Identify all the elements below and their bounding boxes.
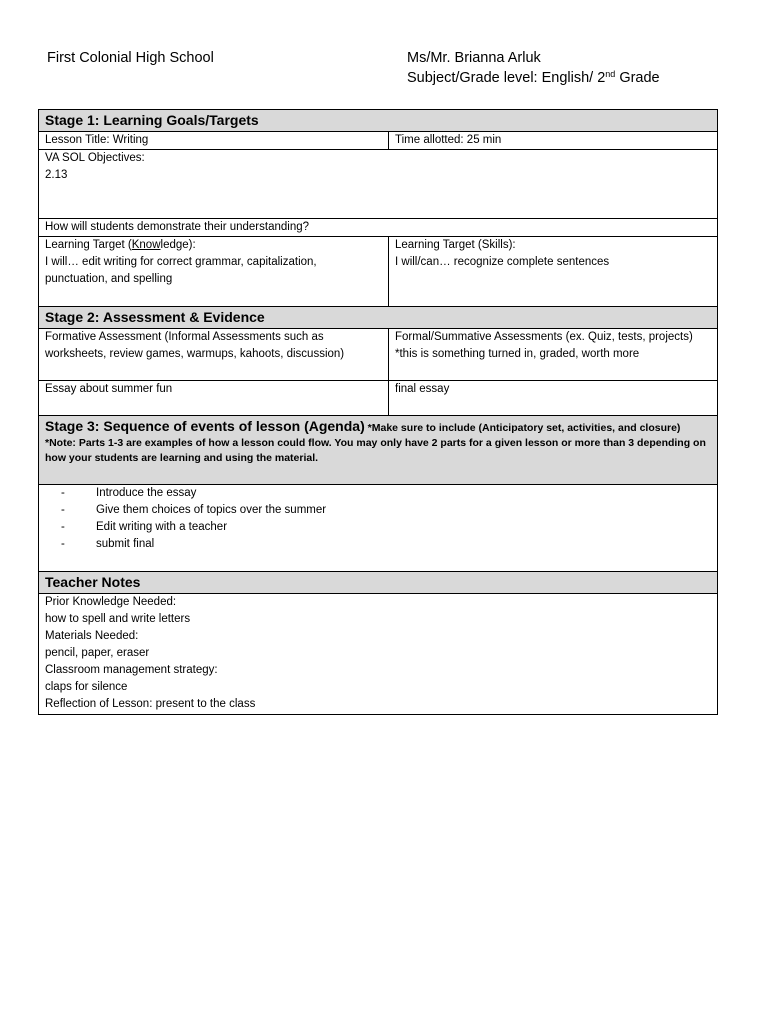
notes-line: pencil, paper, eraser <box>45 647 150 659</box>
formative-value: Essay about summer fun <box>39 381 389 416</box>
summative-label: Formal/Summative Assessments (ex. Quiz, tests, projects) *this is something turned in, graded, worth more <box>389 329 718 381</box>
teacher-notes-row <box>39 594 718 715</box>
skills-label: Learning Target (Skills): <box>395 239 516 251</box>
subject-grade: Subject/Grade level: English/ 2nd Grade <box>407 69 660 86</box>
knowledge-target <box>39 237 389 307</box>
stage2-title: Stage 2: Assessment & Evidence <box>45 309 265 325</box>
stage3-header-row <box>39 416 718 485</box>
stage3-title: Stage 3: Sequence of events of lesson (Agenda) <box>45 418 365 434</box>
assessment-labels-row <box>39 329 718 381</box>
teacher-notes-header-row <box>39 572 718 594</box>
lesson-plan-table <box>38 109 718 715</box>
sol-objectives <box>39 150 718 219</box>
summative-value: final essay <box>389 381 718 416</box>
notes-line: Materials Needed: <box>45 630 139 642</box>
time-allotted: Time allotted: 25 min <box>389 132 718 150</box>
lesson-title: Lesson Title: Writing <box>39 132 389 150</box>
notes-line: claps for silence <box>45 681 128 693</box>
demonstrate-question: How will students demonstrate their understanding? <box>39 219 718 237</box>
agenda-cell <box>39 485 718 572</box>
sol-row <box>39 150 718 219</box>
notes-line: Reflection of Lesson: present to the class <box>45 698 256 710</box>
agenda-row <box>39 485 718 572</box>
teacher-notes-cell <box>39 594 718 715</box>
agenda-list <box>45 485 711 553</box>
assessment-values-row <box>39 381 718 416</box>
notes-line: how to spell and write letters <box>45 613 191 625</box>
school-name: First Colonial High School <box>47 50 214 66</box>
stage3-note: *Note: Parts 1-3 are examples of how a lesson could flow. You may only have 2 parts for a given lesson or more than 3 depending on how your students are learning and using the material. <box>45 437 706 464</box>
demonstrate-row <box>39 219 718 237</box>
agenda-item: - Edit writing with a teacher <box>61 519 711 536</box>
skills-value: I will/can… recognize complete sentences <box>395 256 610 268</box>
knowledge-value: I will… edit writing for correct grammar, capitalization, punctuation, and spelling <box>45 256 317 285</box>
teacher-name: Ms/Mr. Brianna Arluk <box>407 50 541 66</box>
agenda-item: - Give them choices of topics over the summer <box>61 502 711 519</box>
teacher-info <box>407 48 660 88</box>
sol-label: VA SOL Objectives: <box>45 152 145 164</box>
knowledge-label: Learning Target (Knowledge): <box>45 239 196 251</box>
learning-targets-row <box>39 237 718 307</box>
lesson-title-row <box>39 132 718 150</box>
stage3-title-note: *Make sure to include (Anticipatory set, activities, and closure) <box>364 422 681 434</box>
formative-label: Formative Assessment (Informal Assessments such as worksheets, review games, warmups, kahoots, discussion) <box>39 329 389 381</box>
stage2-header-row <box>39 307 718 329</box>
agenda-item: - submit final <box>61 536 711 553</box>
agenda-item: - Introduce the essay <box>61 485 711 502</box>
notes-line: Prior Knowledge Needed: <box>45 596 177 608</box>
skills-target <box>389 237 718 307</box>
stage1-title: Stage 1: Learning Goals/Targets <box>45 112 259 128</box>
sol-value: 2.13 <box>45 169 68 181</box>
stage1-header-row <box>39 110 718 132</box>
teacher-notes-title: Teacher Notes <box>45 574 141 590</box>
notes-line: Classroom management strategy: <box>45 664 218 676</box>
